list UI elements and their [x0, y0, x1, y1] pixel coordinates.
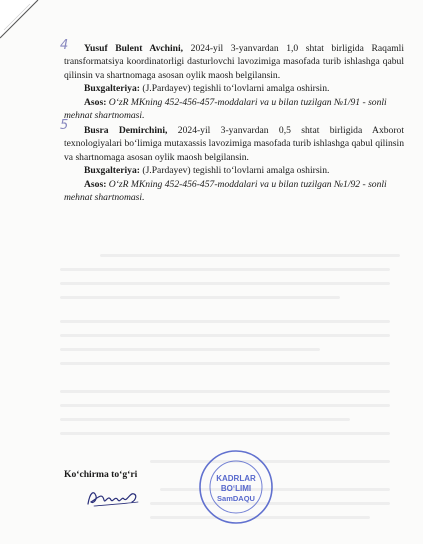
- stamp-line-3: SamDAQU: [217, 494, 255, 503]
- certified-copy-label: Ko‘chirma to‘g‘ri: [64, 469, 138, 480]
- department-stamp: [197, 448, 275, 526]
- signature: [84, 486, 144, 510]
- accounting-label: Buxgalteriya:: [84, 83, 140, 95]
- basis-text: O‘zR MKning 452-456-457-moddalari va u bilan tuzilgan №1/91 - sonli mehnat shartnomasi.: [64, 96, 387, 122]
- basis-label: Asos:: [84, 178, 107, 190]
- accounting-text: (J.Pardayev) tegishli to‘lovlarni amalga oshirsin.: [142, 83, 330, 95]
- entry-4: [64, 42, 404, 122]
- employee-name: Busra Demirchini,: [84, 125, 168, 136]
- entry-5: [64, 124, 404, 204]
- accounting-label: Buxgalteriya:: [84, 165, 140, 177]
- entry-4-body: [64, 42, 404, 82]
- entry-5-accounting: [64, 164, 404, 177]
- entry-4-basis: [64, 96, 404, 123]
- entry-5-body: [64, 124, 404, 164]
- basis-label: Asos:: [84, 96, 107, 108]
- employee-name: Yusuf Bulent Avchini,: [84, 43, 184, 54]
- page-fold-corner: [0, 0, 40, 40]
- entry-5-basis: [64, 178, 404, 205]
- stamp-line-1: KADRLAR: [216, 474, 256, 483]
- accounting-text: (J.Pardayev) tegishli to‘lovlarni amalga oshirsin.: [142, 165, 330, 177]
- entry-5-text: 2024-yil 3-yanvardan 0,5 shtat birligida Axborot texnologiyalari bo‘limiga mutaxassis lavozimiga masofada turib ishlashga qabul qilinsin va shartnomaga asosan oylik maosh belgilansin.: [64, 125, 404, 163]
- handwritten-number-mark: 4: [60, 38, 69, 53]
- entry-4-text: 2024-yil 3-yanvardan 1,0 shtat birligida Raqamli transformatsiya koordinatorligi dasturlovchi lavozimiga masofada turib ishlashga qabul qilinsin va shartnomaga asosan oylik maosh belgilansin.: [64, 43, 404, 81]
- basis-text: O‘zR MKning 452-456-457-moddalari va u bilan tuzilgan №1/92 - sonli mehnat shartnomasi.: [64, 178, 387, 204]
- stamp-line-2: BO‘LIMI: [220, 484, 252, 493]
- handwritten-number-mark: 5: [60, 118, 69, 133]
- entry-4-accounting: [64, 82, 404, 95]
